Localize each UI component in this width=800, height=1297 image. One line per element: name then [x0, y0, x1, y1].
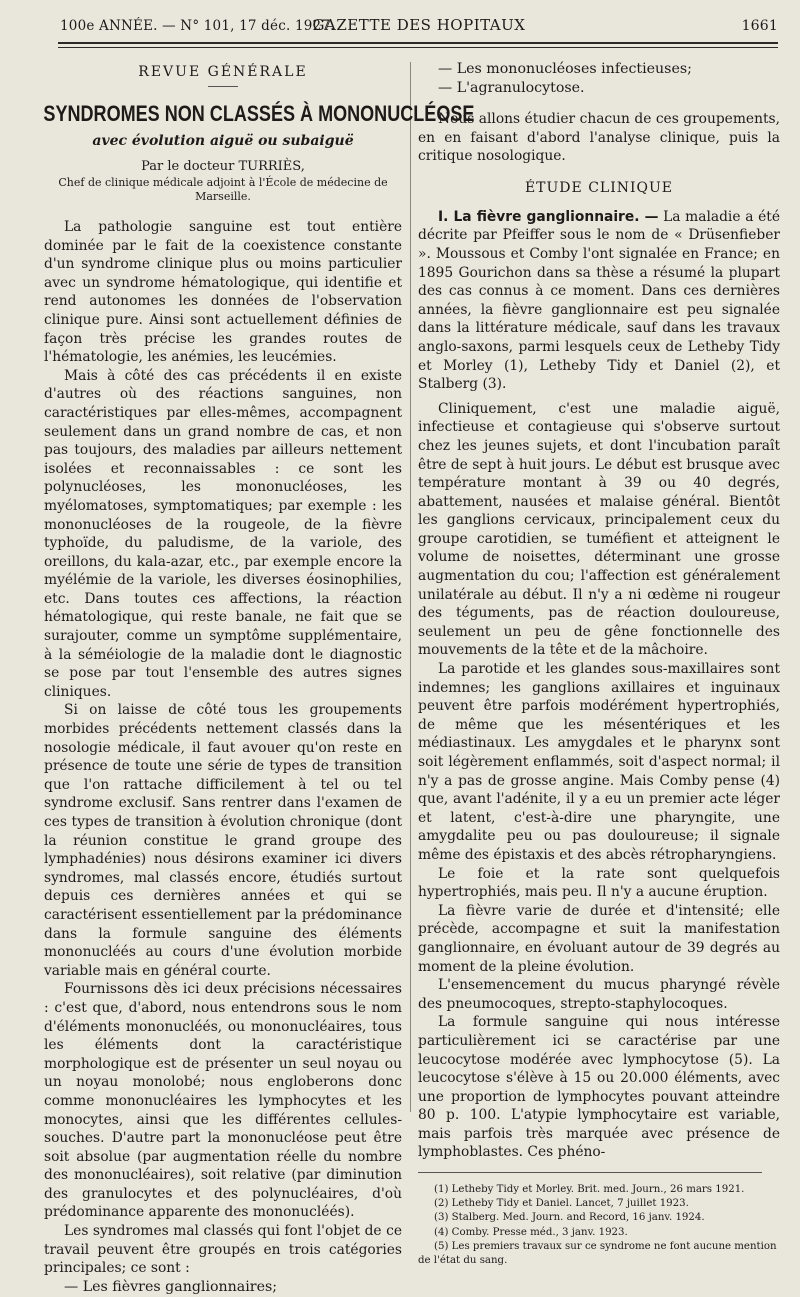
- author-affiliation: Chef de clinique médicale adjoint à l'École de médecine de Marseille.: [58, 176, 388, 203]
- section-rule: [208, 86, 238, 87]
- study-heading: ÉTUDE CLINIQUE: [524, 179, 674, 196]
- paragraph: [418, 208, 780, 394]
- footnote: (3) Stalberg. Med. Journ. and Record, 16 janv. 1924.: [434, 1212, 705, 1224]
- paragraph: La formule sanguine qui nous intéresse particulièrement ici se caractérise par une leucocytose modérée avec lymphocytose (5). La leucocytose s'élève à 15 ou 20.000 éléments, avec une proportion de lymphocytes pouvant atteindre 80 p. 100. L'atypie lymphocytaire est variable, mais parfois très marquée avec présence de lymphoblastes. Ces phéno-: [418, 1014, 780, 1161]
- paragraph: La fièvre varie de durée et d'intensité; elle précède, accompagne et suit la manifestation ganglionnaire, en évoluant autour de 39 degrés au moment de la pleine évolution.: [418, 902, 780, 975]
- paragraph: Nous allons étudier chacun de ces groupements, en en faisant d'abord l'analyse clinique, puis la critique nosologique.: [418, 111, 780, 165]
- footnote: (1) Letheby Tidy et Morley. Brit. med. Journ., 26 mars 1921.: [434, 1184, 745, 1196]
- footnote: (5) Les premiers travaux sur ce syndrome ne font aucune mention de l'état du sang.: [418, 1240, 777, 1267]
- footnote-rule: [418, 1172, 762, 1173]
- column-separator: [410, 62, 411, 1112]
- article-author: Par le docteur TURRIÈS,: [141, 159, 305, 174]
- paragraph: La parotide et les glandes sous-maxillaires sont indemnes; les ganglions axillaires et inguinaux peuvent être parfois modérément hypertrophiés, de même que les mésentériques et les médiastinaux. Les amygdales et le pharynx sont soit légèrement enflammés, soit d'aspect normal; il n'y a pas de grosse angine. Mais Comby pense (4) que, avant l'adénite, il y a eu un premier acte léger et latent, c'est-à-dire une pharyngite, une amygdalite peu ou pas douloureuse; il signale même des épistaxis et des abcès rétropharyngiens.: [418, 661, 780, 863]
- paragraph: La pathologie sanguine est tout entière dominée par le fait de la coexistence constante d'un syndrome clinique plus ou moins particulier avec un syndrome hématologique, qui identifie et rend autonomes les données de l'observation clinique pure. Ainsi sont actuellement définies de façon très précise les grandes routes de l'hématologie, les anémies, les leucémies.: [44, 219, 402, 366]
- section-heading: REVUE GÉNÉRALE: [138, 64, 308, 80]
- article-subtitle: avec évolution aiguë ou subaiguë: [92, 133, 354, 149]
- right-column: [418, 60, 780, 1268]
- subsection-lead: I. La fièvre ganglionnaire. —: [438, 208, 659, 225]
- page-number: 1661: [741, 18, 778, 34]
- paragraph: Fournissons dès ici deux précisions nécessaires : c'est que, d'abord, nous entendrons sous le nom d'éléments mononucléés, ou mononucléaires, tous les éléments dont la caractéristique morphologique est de présenter un seul noyau ou un noyau monolobé; nous engloberons donc comme mononucléaires les lymphocytes et les monocytes, ainsi que les différentes cellules-souches. D'autre part la mononucléose peut être soit absolue (par augmentation réelle du nombre des mononucléaires), soit relative (par diminution des granulocytes et des polynucléaires, d'où prédominance apparente des mononucléés).: [44, 981, 402, 1221]
- footnote: (4) Comby. Presse méd., 3 janv. 1923.: [434, 1226, 628, 1238]
- article-title: SYNDROMES NON CLASSÉS À MONONUCLÉOSE: [43, 101, 475, 126]
- paragraph: L'ensemencement du mucus pharyngé révèle des pneumocoques, strepto-staphylocoques.: [418, 977, 780, 1012]
- header-rule-thin: [58, 47, 778, 48]
- paragraph: Si on laisse de côté tous les groupements morbides précédents nettement classés dans la nosologie médicale, il faut avouer qu'on reste en présence de toute une série de types de transition que l'on rattache difficilement à tel ou tel syndrome exclusif. Sans rentrer dans l'examen de ces types de transition à évolution chronique (dont la réunion constitue le grand groupe des lymphadénies) nous désirons examiner ici divers syndromes, mal classés encore, étudiés surtout depuis ces dernières années et qui se caractérisent essentiellement par la prédominance dans la formule sanguine des éléments mononucléés au cours d'une évolution morbide variable mais en général courte.: [44, 702, 402, 979]
- paragraph: Le foie et la rate sont quelquefois hypertrophiés, mais peu. Il n'y a aucune éruption.: [418, 865, 780, 901]
- running-header: [60, 12, 778, 42]
- paragraph: Mais à côté des cas précédents il en existe d'autres où des réactions sanguines, non caractéristiques par elles-mêmes, accompagnent seulement dans un grand nombre de cas, et non pas toujours, des maladies par ailleurs nettement isolées et reconnaissables : ce sont les polynucléoses, les mononucléoses, les myélomatoses, symptomatiques; par exemple : les mononucléoses de la rougeole, de la fièvre typhoïde, du paludisme, de la variole, des oreillons, du kala-azar, etc., par exemple encore la myélémie de la variole, les diverses éosinophilies, etc. Dans toutes ces affections, la réaction hématologique, qui reste banale, ne fait que se surajouter, comme un symptôme supplémentaire, à la séméiologie de la maladie dont le diagnostic se pose par tout l'ensemble des autres signes cliniques.: [44, 367, 402, 700]
- category-item: — Les mononucléoses infectieuses;: [438, 61, 692, 77]
- paragraph-text: La maladie a été décrite par Pfeiffer sous le nom de « Drüsenfieber ». Moussous et Comby l'ont signalée en France; en 1895 Gourichon dans sa thèse a résumé la plupart des cas connus à ce moment. Dans ces dernières années, la fièvre ganglionnaire est peu signalée dans la littérature médicale, sauf dans les travaux anglo-saxons, parmi lesquels ceux de Letheby Tidy et Morley (1), Letheby Tidy et Daniel (2), et Stalberg (3).: [418, 208, 780, 393]
- left-column: [43, 60, 475, 1297]
- issue-info: 100e ANNÉE. — N° 101, 17 déc. 1927.: [60, 18, 335, 34]
- journal-name: GAZETTE DES HOPITAUX: [312, 16, 526, 34]
- paragraph: Cliniquement, c'est une maladie aiguë, infectieuse et contagieuse qui s'observe surtout chez les jeunes sujets, et dont l'incubation paraît être de sept à huit jours. Le début est brusque avec température montant à 39 ou 40 degrés, abattement, nausées et malaise général. Bientôt les ganglions cervicaux, principalement ceux du groupe carotidien, se tuméfient et atteignent le volume de noisettes, déterminant une grosse augmentation du cou; l'affection est généralement unilatérale au début. Il n'y a ni œdème ni rougeur des téguments, pas de réaction douloureuse, seulement un peu de gêne fonctionnelle des mouvements de la tête et de la mâchoire.: [418, 400, 780, 659]
- header-rule: [58, 42, 778, 44]
- category-item: — Les fièvres ganglionnaires;: [64, 1278, 278, 1295]
- paragraph: Les syndromes mal classés qui font l'objet de ce travail peuvent être groupés en trois catégories principales; ce sont :: [44, 1223, 402, 1277]
- category-item: — L'agranulocytose.: [438, 80, 585, 96]
- footnote: (2) Letheby Tidy et Daniel. Lancet, 7 juillet 1923.: [434, 1198, 689, 1210]
